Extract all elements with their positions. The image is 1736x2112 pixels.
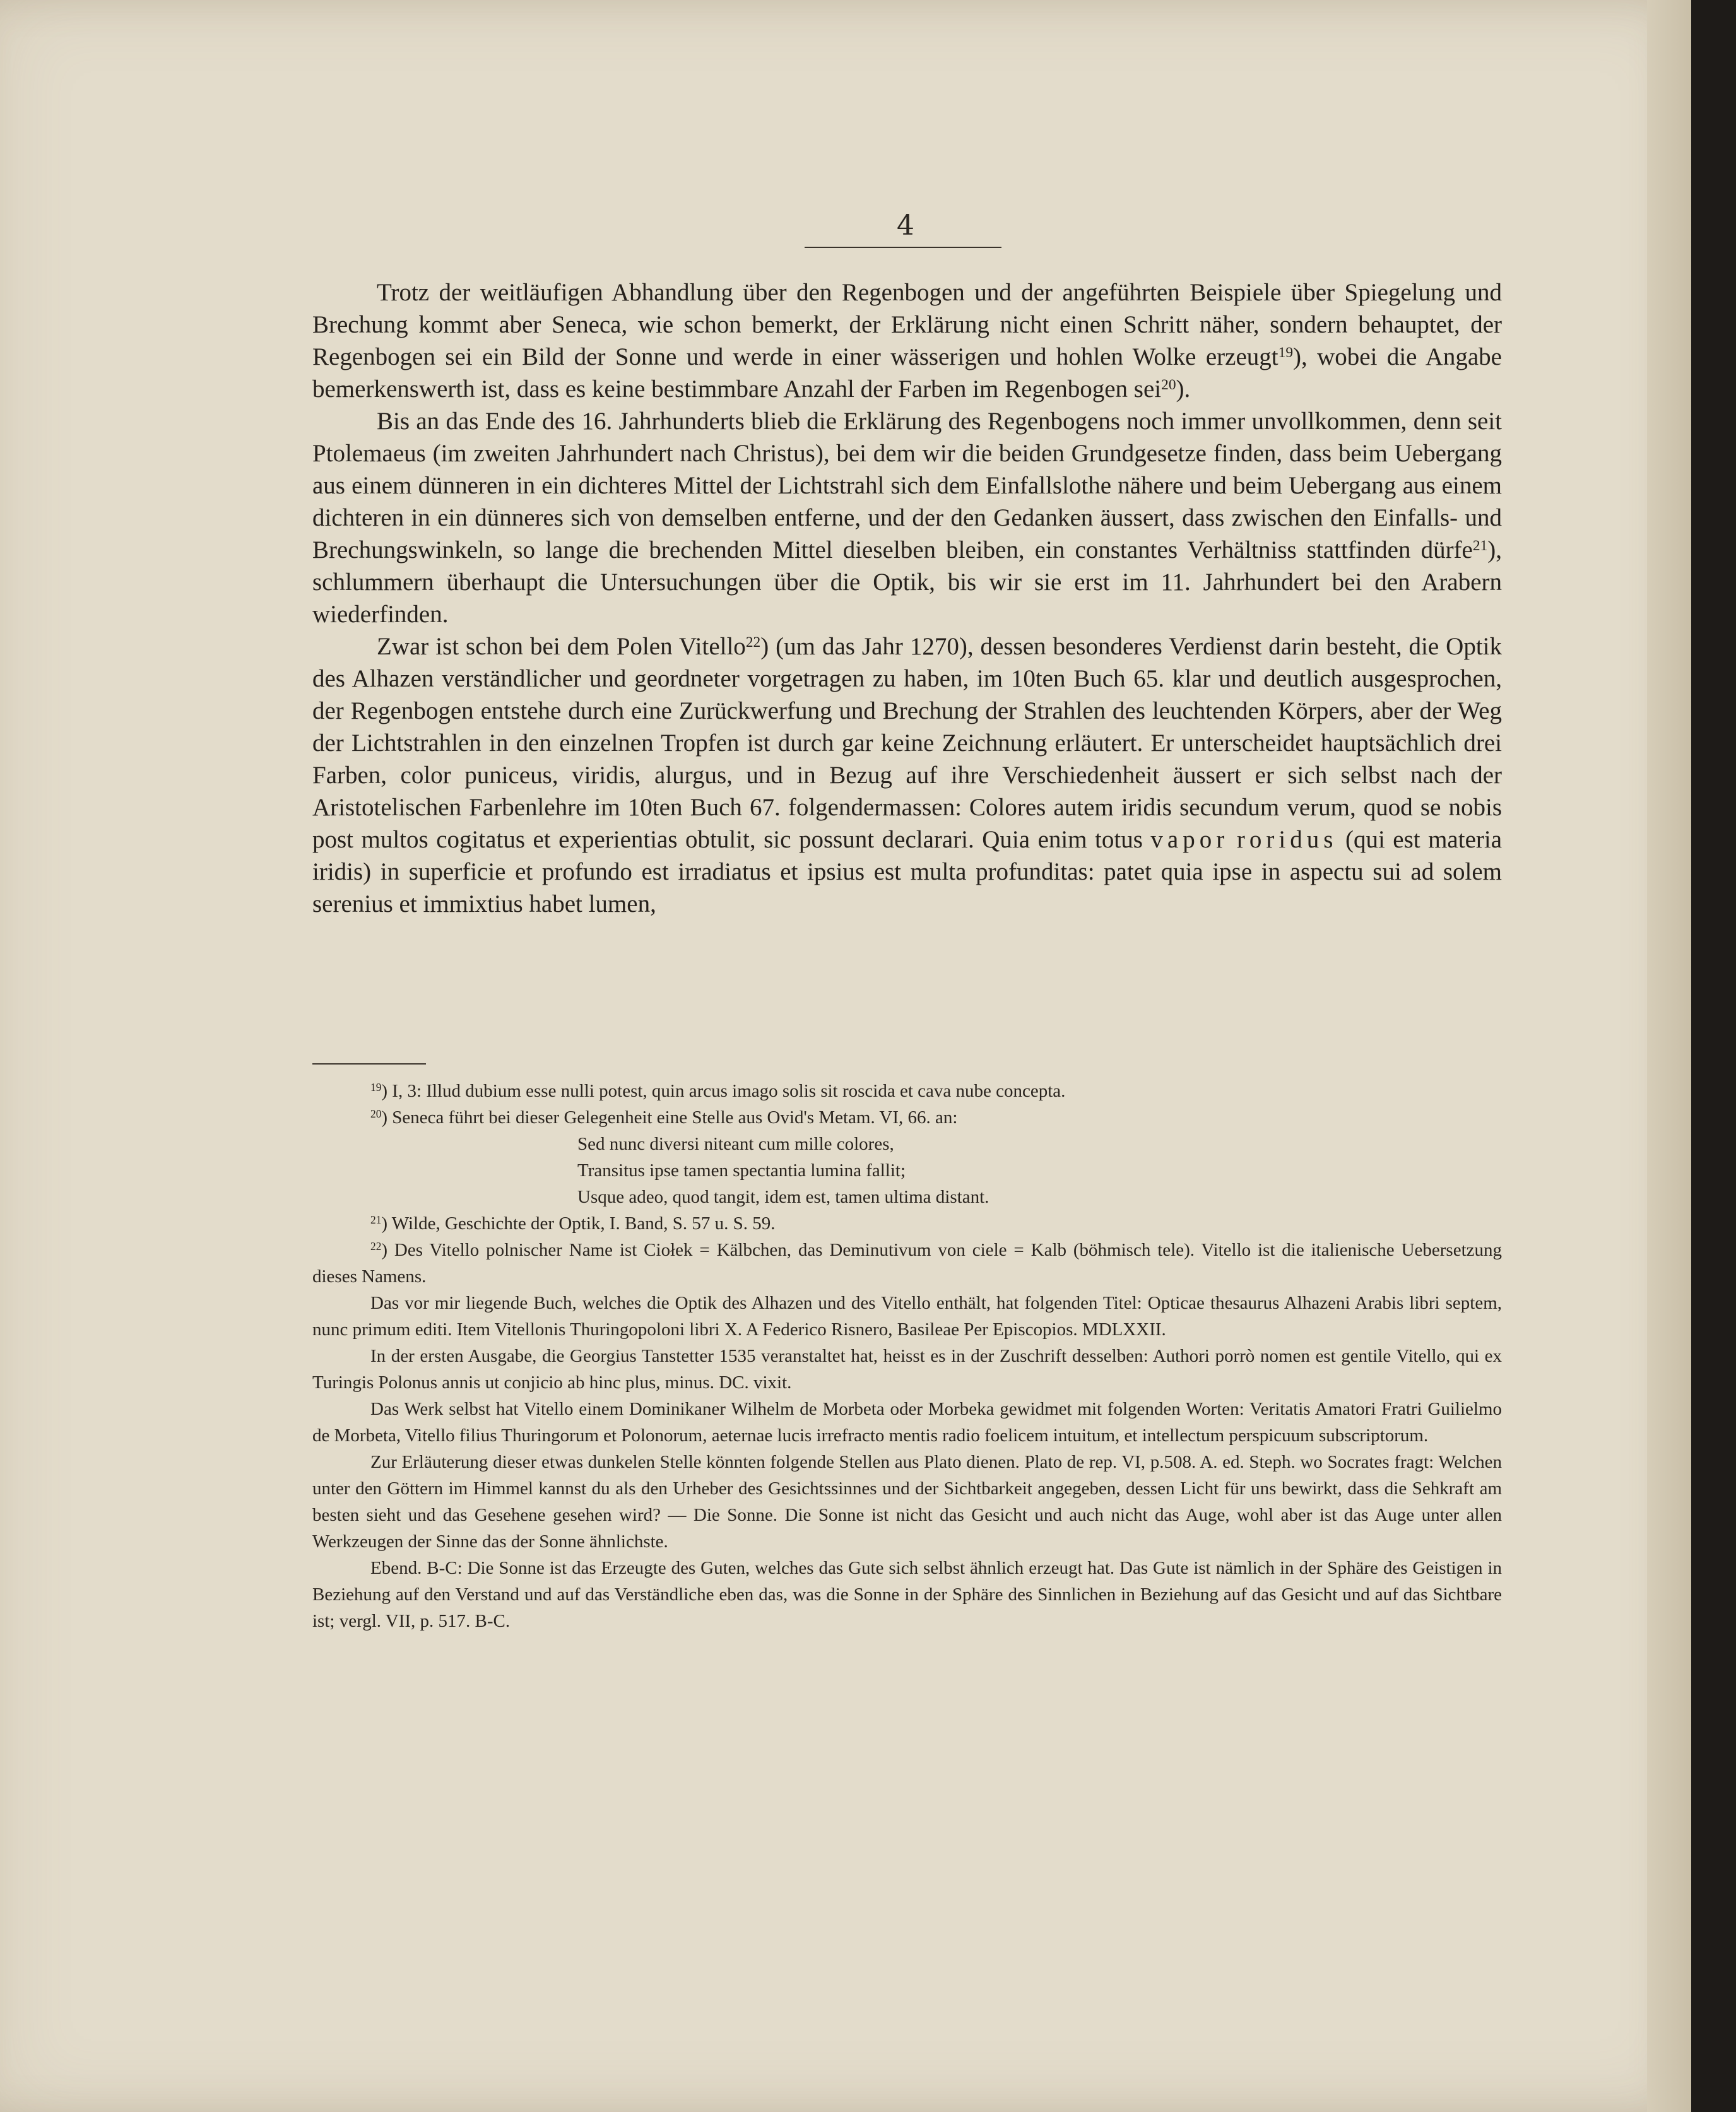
- footnote-rule: [312, 1063, 426, 1065]
- footnote-mark: 20: [370, 1107, 382, 1121]
- footnote-ref-19: 19: [1278, 345, 1294, 362]
- book-binding: [1691, 0, 1736, 2112]
- paragraph-2: [312, 405, 1502, 630]
- verse-line: Sed nunc diversi niteant cum mille colores,: [577, 1134, 894, 1154]
- footnote-text: ) Des Vitello polnischer Name ist Ciołek = Kälbchen, das Deminutivum von ciele = Kalb (böhmisch tele). Vitello ist die italienische Uebersetzung dieses Namens.: [312, 1240, 1502, 1287]
- footnote-22: [312, 1237, 1502, 1290]
- footnote-text: ) I, 3: Illud dubium esse nulli potest, quin arcus imago solis sit roscida et cava nube concepta.: [381, 1081, 1066, 1101]
- page-edge-shading: [1647, 0, 1691, 2112]
- paragraph-1-part-c: ).: [1176, 375, 1191, 403]
- paragraph-2-part-b: ), schlummern überhaupt die Untersuchungen über die Optik, bis wir sie erst im 11. Jahrhundert bei den Arabern wiederfinden.: [312, 536, 1502, 628]
- footnote-20: [312, 1104, 1502, 1131]
- footnote-mark: 19: [370, 1081, 382, 1094]
- footnote-ref-21: 21: [1472, 538, 1488, 555]
- page-number: 4: [897, 209, 914, 242]
- footnote-22-paragraph: In der ersten Ausgabe, die Georgius Tanstetter 1535 veranstaltet hat, heisst es in der Zuschrift desselben: Authori porrò nomen est gentile Vitello, qui ex Turingis Polonus annis ut conjicio ab hinc plus, minus. DC. vixit.: [312, 1346, 1502, 1393]
- paragraph-3-part-a: Zwar ist schon bei dem Polen Vitello: [377, 633, 746, 660]
- paragraph-3-part-b: ) (um das Jahr 1270), dessen besonderes Verdienst darin besteht, die Optik des Alhazen verständlicher und geordneter vorgetragen zu haben, im 10ten Buch 65. klar und deutlich ausgesprochen, der Regenbogen entstehe durch eine Zurückwerfung und Brechung der Strahlen des leuchtenden Körpers, aber der Weg der Lichtstrahlen in den einzelnen Tropfen ist durch gar keine Zeichnung erläutert. Er unterscheidet hauptsächlich drei Farben, color puniceus, viridis, alurgus, und in Bezug auf ihre Verschiedenheit äussert er sich selbst nach der Aristotelischen Farbenlehre im 10ten Buch 67. folgendermassen: Colores autem iridis secundum verum, quod se nobis post multos cogitatus et experientias obtulit, sic possunt declarari. Quia enim totus: [312, 633, 1502, 853]
- footnote-text: ) Wilde, Geschichte der Optik, I. Band, S. 57 u. S. 59.: [381, 1213, 776, 1234]
- footnote-19: [312, 1078, 1502, 1104]
- paragraph-3: [312, 630, 1502, 920]
- main-text: [312, 276, 1502, 920]
- paragraph-1-part-b: ), wobei die Angabe bemerkenswerth ist, dass es keine bestimmbare Anzahl der Farben im Regenbogen sei: [312, 343, 1502, 403]
- paragraph-2-part-a: Bis an das Ende des 16. Jahrhunderts blieb die Erklärung des Regenbogens noch immer unvollkommen, denn seit Ptolemaeus (im zweiten Jahrhundert nach Christus), bei dem wir die beiden Grundgesetze finden, dass beim Uebergang aus einem dünneren in ein dichteres Mittel der Lichtstrahl sich dem Einfallslothe nähere und beim Uebergang aus einem dichteren in ein dünneres sich von demselben entferne, und der den Gedanken äussert, dass zwischen den Einfalls- und Brechungswinkeln, so lange die brechenden Mittel dieselben bleiben, ein constantes Verhältniss stattfinden dürfe: [312, 408, 1502, 563]
- footnote-ref-20: 20: [1161, 377, 1176, 394]
- footnote-22-paragraph: Zur Erläuterung dieser etwas dunkelen Stelle könnten folgende Stellen aus Plato dienen. Plato de rep. VI, p.508. A. ed. Steph. wo Socrates fragt: Welchen unter den Göttern im Himmel kannst du als den Urheber des Gesichtssinnes und der Sichtbarkeit angegeben, dessen Licht für uns bewirkt, dass die Sehkraft am besten sieht und das Gesehene gesehen wird? — Die Sonne. Die Sonne ist nicht das Gesicht und auch nicht das Auge, wohl aber ist das Auge unter allen Werkzeugen der Sinne das der Sonne ähnlichste.: [312, 1452, 1502, 1552]
- spaced-word-roridus: roridus: [1236, 826, 1338, 853]
- footnote-21: [312, 1210, 1502, 1237]
- paragraph-3-part-c: (qui est materia iridis) in superficie et profundo est irradiatus et ipsius est multa profunditas: patet quia ipse in aspectu sui ad solem serenius et immixtius habet lumen,: [312, 826, 1503, 917]
- footnote-22-paragraph: Das vor mir liegende Buch, welches die Optik des Alhazen und des Vitello enthält, hat folgenden Titel: Opticae thesaurus Alhazeni Arabis libri septem, nunc primum editi. Item Vitellonis Thuringopoloni libri X. A Federico Risnero, Basileae Per Episcopios. MDLXXII.: [312, 1293, 1502, 1340]
- footnote-text: ) Seneca führt bei dieser Gelegenheit eine Stelle aus Ovid's Metam. VI, 66. an:: [381, 1107, 958, 1128]
- header-rule: [805, 247, 1001, 248]
- verse-line: Transitus ipse tamen spectantia lumina fallit;: [577, 1160, 906, 1181]
- footnote-mark: 21: [370, 1213, 382, 1227]
- paragraph-1: [312, 276, 1502, 405]
- paragraph-1-part-a: Trotz der weitläufigen Abhandlung über den Regenbogen und der angeführten Beispiele über Spiegelung und Brechung kommt aber Seneca, wie schon bemerkt, der Erklärung nicht einen Schritt näher, sondern behauptet, der Regenbogen sei ein Bild der Sonne und werde in einer wässerigen und hohlen Wolke erzeugt: [312, 279, 1502, 370]
- footnote-mark: 22: [370, 1240, 382, 1253]
- footnote-22-paragraph: Ebend. B-C: Die Sonne ist das Erzeugte des Guten, welches das Gute sich selbst ähnlich erzeugt hat. Das Gute ist nämlich in der Sphäre des Geistigen in Beziehung auf den Verstand und auf das Verständliche eben das, was die Sonne in der Sphäre des Sinnlichen in Beziehung auf das Gesicht und auf das Sichtbare ist; vergl. VII, p. 517. B-C.: [312, 1558, 1502, 1631]
- verse-line: Usque adeo, quod tangit, idem est, tamen ultima distant.: [577, 1187, 989, 1207]
- footnotes: [312, 1078, 1502, 1634]
- spaced-word-vapor: vapor: [1150, 826, 1229, 853]
- footnote-22-paragraph: Das Werk selbst hat Vitello einem Dominikaner Wilhelm de Morbeta oder Morbeka gewidmet mit folgenden Worten: Veritatis Amatori Fratri Guilielmo de Morbeta, Vitello filius Thuringorum et Polonorum, aeternae lucis irrefracto mentis radio foelicem intuitum, et intellectum perspicuum subscriptorum.: [312, 1399, 1502, 1446]
- footnote-ref-22: 22: [745, 634, 761, 651]
